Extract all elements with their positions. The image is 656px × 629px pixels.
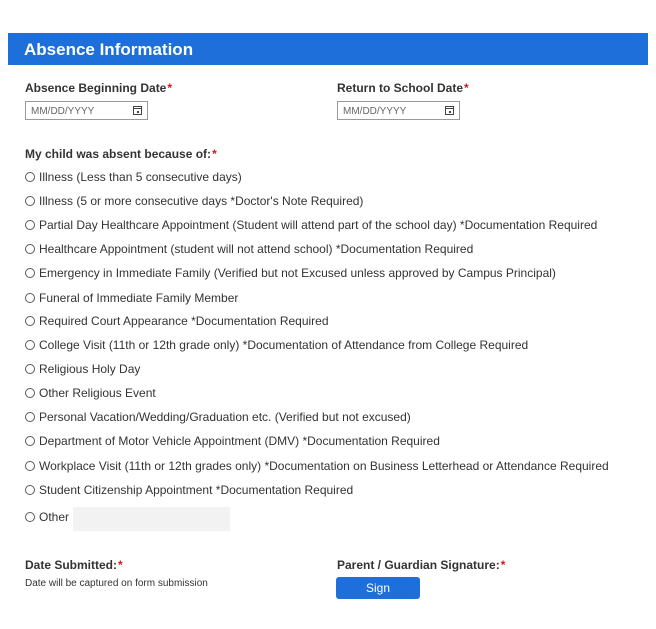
radio-icon[interactable]: [25, 196, 35, 206]
reason-option[interactable]: Emergency in Immediate Family (Verified but not Excused unless approved by Campus Principal): [25, 265, 556, 281]
required-mark: *: [167, 81, 173, 95]
required-mark: *: [464, 81, 469, 95]
reason-option[interactable]: Department of Motor Vehicle Appointment (DMV) *Documentation Required: [25, 433, 440, 449]
radio-icon[interactable]: [25, 512, 35, 522]
radio-icon[interactable]: [25, 364, 35, 374]
begin-date-input[interactable]: [25, 101, 148, 120]
return-date-label: Return to School Date*: [337, 81, 469, 95]
return-date-input[interactable]: [337, 101, 460, 120]
radio-icon[interactable]: [25, 293, 35, 303]
reason-option[interactable]: Partial Day Healthcare Appointment (Student will attend part of the school day) *Documentation Required: [25, 217, 597, 233]
radio-icon[interactable]: [25, 340, 35, 350]
required-mark: *: [212, 147, 217, 161]
reason-option[interactable]: Religious Holy Day: [25, 361, 140, 377]
reason-option-other[interactable]: Other: [25, 509, 69, 525]
radio-icon[interactable]: [25, 268, 35, 278]
reason-option[interactable]: Funeral of Immediate Family Member: [25, 290, 238, 306]
radio-icon[interactable]: [25, 220, 35, 230]
radio-icon[interactable]: [25, 485, 35, 495]
other-reason-input[interactable]: [73, 507, 230, 531]
reason-option[interactable]: Required Court Appearance *Documentation Required: [25, 313, 329, 329]
sign-button[interactable]: Sign: [336, 577, 420, 599]
section-header: [8, 33, 648, 65]
reason-option[interactable]: Illness (Less than 5 consecutive days): [25, 169, 242, 185]
begin-date-placeholder: MM/DD/YYYY: [31, 106, 95, 117]
reason-option[interactable]: Workplace Visit (11th or 12th grades only) *Documentation on Business Letterhead or Attendance Required: [25, 458, 609, 474]
radio-icon[interactable]: [25, 412, 35, 422]
date-submitted-note: Date will be captured on form submission: [25, 578, 208, 589]
begin-date-label: Absence Beginning Date*: [25, 81, 173, 95]
radio-icon[interactable]: [25, 316, 35, 326]
reason-option[interactable]: Student Citizenship Appointment *Documentation Required: [25, 482, 353, 498]
reason-option[interactable]: Healthcare Appointment (student will not attend school) *Documentation Required: [25, 241, 473, 257]
radio-icon[interactable]: [25, 461, 35, 471]
radio-icon[interactable]: [25, 172, 35, 182]
calendar-icon[interactable]: [133, 106, 142, 115]
reason-option[interactable]: Illness (5 or more consecutive days *Doctor's Note Required): [25, 193, 363, 209]
calendar-icon[interactable]: [445, 106, 454, 115]
date-submitted-label: Date Submitted:*: [25, 558, 123, 572]
section-title: Absence Information: [24, 40, 194, 59]
required-mark: *: [118, 558, 123, 572]
radio-icon[interactable]: [25, 244, 35, 254]
reason-option[interactable]: College Visit (11th or 12th grade only) *Documentation of Attendance from College Required: [25, 337, 528, 353]
signature-label: Parent / Guardian Signature:*: [337, 558, 506, 572]
return-date-placeholder: MM/DD/YYYY: [343, 106, 407, 117]
radio-icon[interactable]: [25, 388, 35, 398]
reason-option[interactable]: Other Religious Event: [25, 385, 156, 401]
required-mark: *: [500, 558, 506, 572]
reason-option[interactable]: Personal Vacation/Wedding/Graduation etc. (Verified but not excused): [25, 409, 411, 425]
reason-label: My child was absent because of:*: [25, 147, 217, 161]
radio-icon[interactable]: [25, 436, 35, 446]
